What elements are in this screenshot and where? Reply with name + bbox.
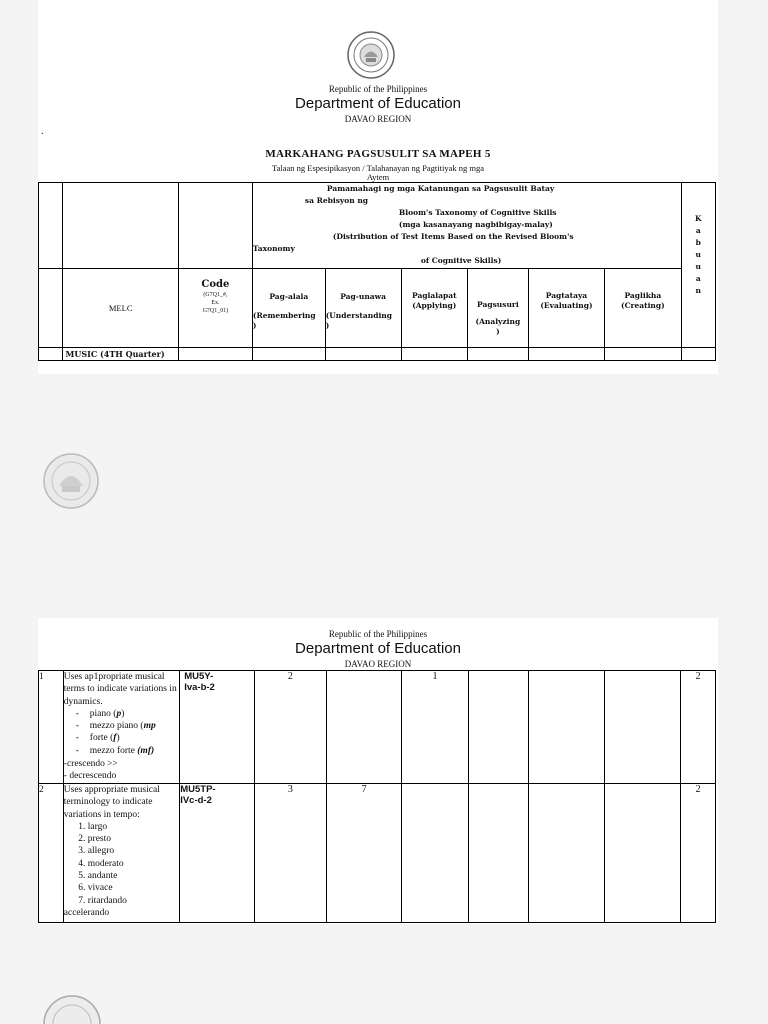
applying-count [402,784,468,923]
region-label-2: DAVAO REGION [344,659,412,669]
melc-description: Uses ap1propriate musical terms to indicate variations in dynamics. - piano (p) - mezzo piano (mp - forte (f) - mezzo forte (mf) -crescendo >> - decrescendo [63,671,179,784]
specification-table-body [38,670,716,923]
row-number: 1 [39,671,64,784]
level-creating: Paglikha (Creating) [605,269,681,348]
remembering-count: 2 [254,671,326,784]
stray-dot: . [41,126,44,137]
republic-label-2: Republic of the Philippines [328,629,428,639]
row-number: 2 [39,784,64,923]
understanding-count: 7 [327,784,402,923]
quarter-label: MUSIC (4TH Quarter) [63,348,178,361]
total-header: K a b u u a n [681,183,715,348]
region-label: DAVAO REGION [344,114,412,124]
document-title: MARKAHANG PAGSUSULIT SA MAPEH 5 [265,148,491,160]
analyzing-count [468,784,528,923]
analyzing-count [468,671,528,784]
department-title-2: Department of Education [295,640,461,657]
creating-count [605,784,681,923]
applying-count: 1 [402,671,468,784]
evaluating-count [528,671,604,784]
deped-seal-bottom-icon [42,994,102,1024]
code-header: Code (G7Q1_#, Ex. G7Q1_01) [178,269,252,348]
evaluating-count [528,784,604,923]
total-count: 2 [681,784,716,923]
melc-code: MU5Y- Iva-b-2 [180,671,255,784]
table-row [39,784,716,923]
document-page-2 [38,618,718,924]
level-analyzing: Pagsusuri (Analyzing ) [468,269,529,348]
republic-label: Republic of the Philippines [328,84,428,94]
department-title: Department of Education [295,95,461,112]
melc-description: Uses appropriate musical terminology to indicate variations in tempo: 1. largo 2. presto 3. allegro 4. moderato 5. andante 6. vivace 7. ritardando accelerando [63,784,179,923]
document-subtitle-2: Aytem [366,172,390,182]
specification-table-header [38,182,716,361]
distribution-header: Pamamahagi ng mga Katanungan sa Pagsusulit Batay sa Rebisyon ng Bloom's Taxonomy of Cognitive Skills (mga kasanayang nagbibigay-malay) (Distribution of Test Items Based on the Revised Bloom's Taxonomy of Cognitive Skills) [252,183,681,269]
melc-header: MELC [63,269,178,348]
crescendo-icon: >> [107,758,118,769]
table-row [39,671,716,784]
total-count: 2 [681,671,716,784]
watermark-seal-icon [42,452,100,510]
document-subtitle: Talaan ng Espesipikasyon / Talahanayan ng Pagtitiyak ng mga [271,163,485,173]
creating-count [605,671,681,784]
understanding-count [327,671,402,784]
deped-seal-icon [346,30,396,80]
document-page-1 [38,0,718,374]
level-remembering: Pag-alala (Remembering ) [252,269,325,348]
level-applying: Paglalapat (Applying) [401,269,468,348]
melc-code: MU5TP- IVc-d-2 [180,784,255,923]
remembering-count: 3 [254,784,326,923]
level-understanding: Pag-unawa (Understanding ) [325,269,401,348]
level-evaluating: Pagtataya (Evaluating) [528,269,604,348]
